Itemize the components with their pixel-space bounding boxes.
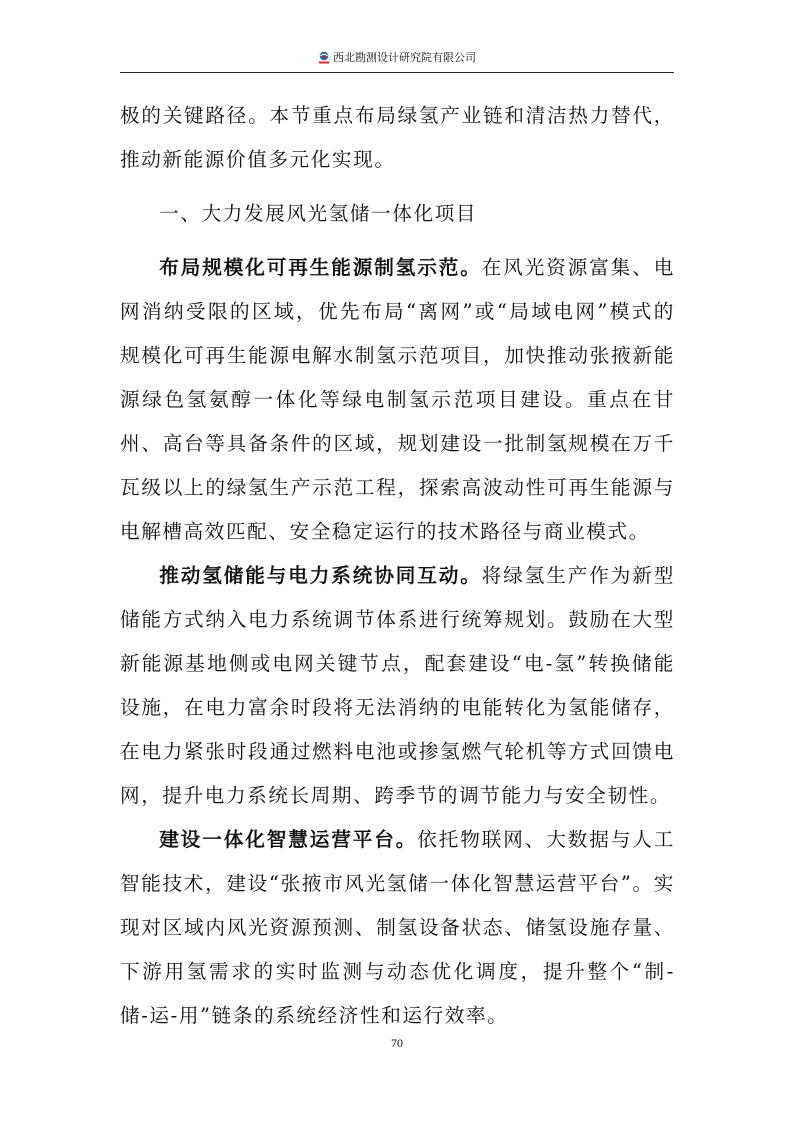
page-number: 70 <box>391 1036 403 1050</box>
paragraph-hydrogen-storage <box>120 554 675 818</box>
paragraph-lead: 推动氢储能与电力系统协同互动。 <box>159 564 482 587</box>
paragraph-smart-platform <box>120 818 675 1038</box>
header-company-name: 西北勘测设计研究院有限公司 <box>333 51 476 64</box>
paragraph-lead: 布局规模化可再生能源制氢示范。 <box>159 256 482 279</box>
powerchina-logo-icon <box>318 51 330 65</box>
paragraph-hydrogen-demo <box>120 246 675 554</box>
header-inner <box>318 51 476 65</box>
paragraph-text: 将绿氢生产作为新型储能方式纳入电力系统调节体系进行统筹规划。鼓励在大型新能源基地侧或电网关键节点，配套建设“电-氢”转换储能设施，在电力富余时段将无法消纳的电能转化为氢能储存，在电力紧张时段通过燃料电池或掺氢燃气轮机等方式回馈电网，提升电力系统长周期、跨季节的调节能力与安全韧性。 <box>120 564 675 807</box>
header-divider <box>120 72 674 73</box>
paragraph-text: 在风光资源富集、电网消纳受限的区域，优先布局“离网”或“局域电网”模式的规模化可再生能源电解水制氢示范项目，加快推动张掖新能源绿色氢氨醇一体化等绿电制氢示范项目建设。重点在甘州、高台等具备条件的区域，规划建设一批制氢规模在万千瓦级以上的绿氢生产示范工程，探索高波动性可再生能源与电解槽高效匹配、安全稳定运行的技术路径与商业模式。 <box>120 256 675 543</box>
paragraph-text: 依托物联网、大数据与人工智能技术，建设“张掖市风光氢储一体化智慧运营平台”。实现对区域内风光资源预测、制氢设备状态、储氢设施存量、下游用氢需求的实时监测与动态优化调度，提升整个“制-储-运-用”链条的系统经济性和运行效率。 <box>120 828 675 1027</box>
page-header <box>120 50 674 72</box>
document-body <box>120 94 675 1038</box>
intro-paragraph: 极的关键路径。本节重点布局绿氢产业链和清洁热力替代，推动新能源价值多元化实现。 <box>120 104 675 171</box>
section-heading: 一、大力发展风光氢储一体化项目 <box>159 202 478 225</box>
paragraph-lead: 建设一体化智慧运营平台。 <box>159 828 418 851</box>
